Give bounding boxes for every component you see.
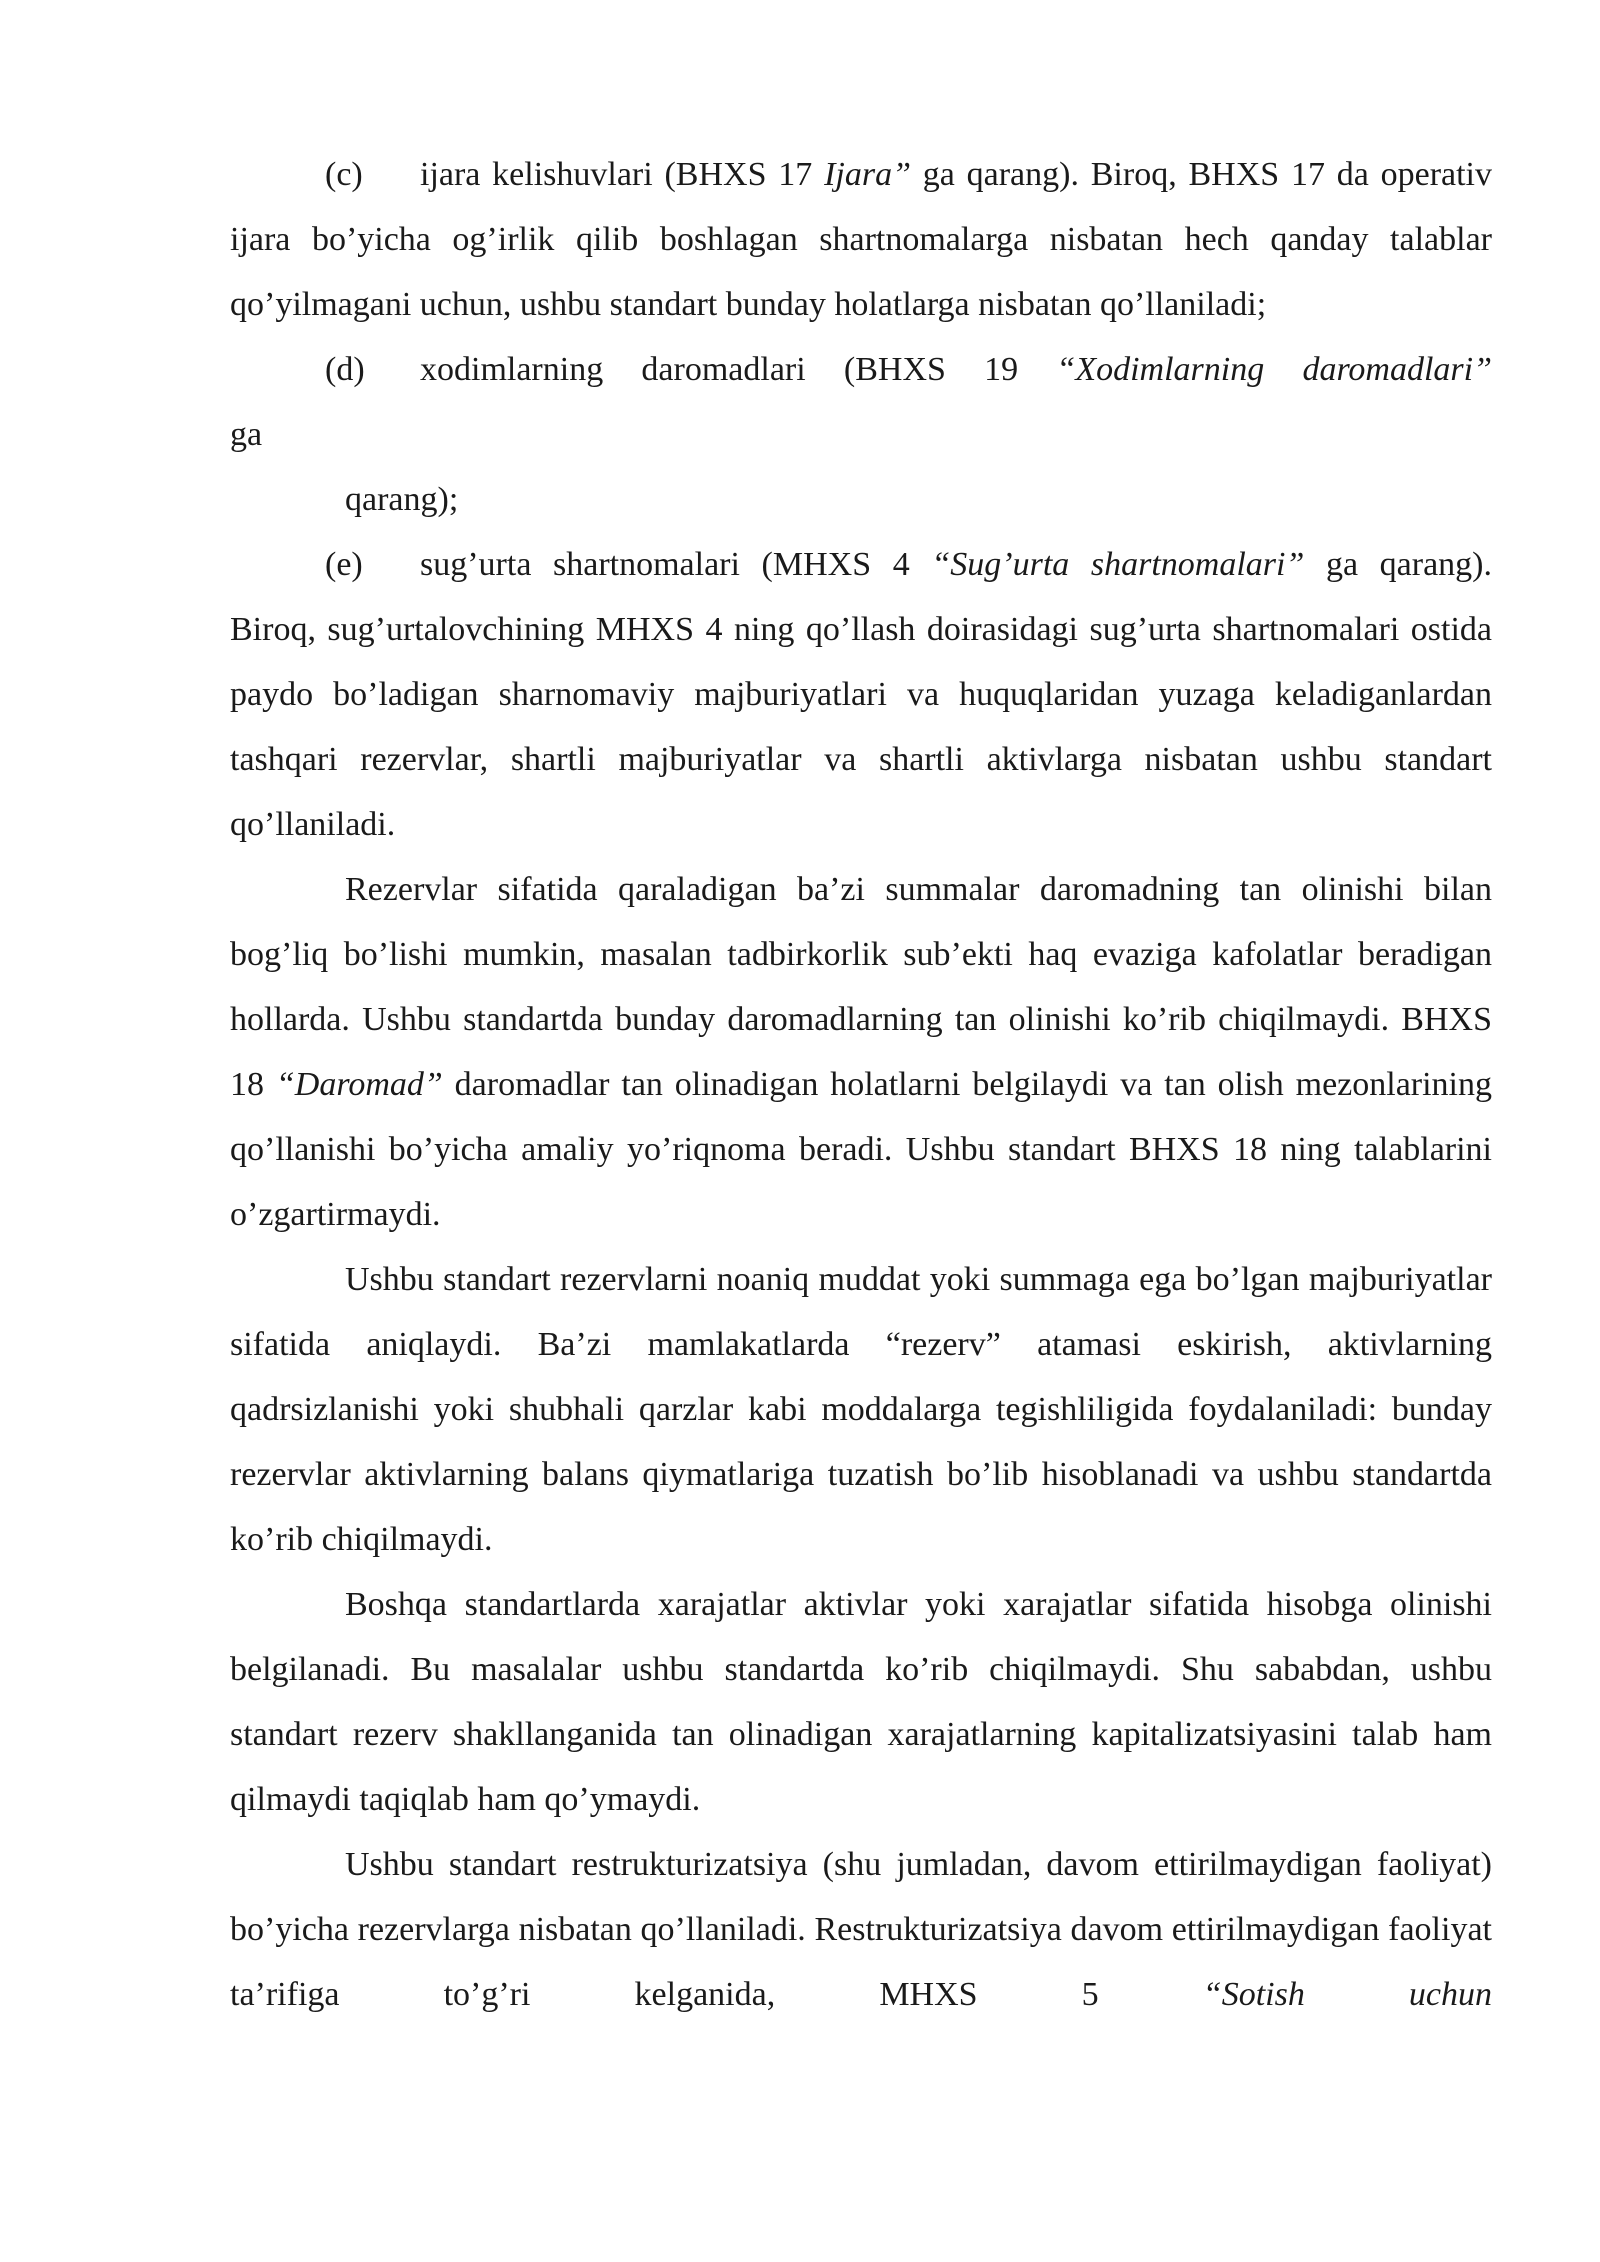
item-text: sug’urta shartnomalari (MHXS 4 <box>420 546 932 583</box>
list-item-d <box>230 337 1492 402</box>
item-text-qarang: qarang); <box>345 481 459 518</box>
item-italic-text: Ijara” <box>824 156 911 193</box>
paragraph-text: daromadlar tan olinadigan holatlarni belgilaydi va tan olish mezonlarining qo’llanishi bo’yicha amaliy yo’riqnoma beradi. Ushbu standart BHXS 18 ning talablarini o’zgartirmaydi. <box>230 1066 1492 1233</box>
item-text: xodimlarning daromadlari (BHXS 19 <box>420 351 1057 388</box>
item-text: ga qarang). Biroq, sug’urtalovchining MHXS 4 ning qo’llash doirasidagi sug’urta shartnomalari ostida paydo bo’ladigan sharnomaviy majburiyatlari va huquqlaridan yuzaga keladiganlardan tashqari rezervlar, shartli majburiyatlar va shartli aktivlarga nisbatan ushbu standart qo’llaniladi. <box>230 546 1493 843</box>
list-marker: (d) <box>325 351 365 388</box>
list-marker: (c) <box>325 156 363 193</box>
list-marker: (e) <box>325 546 363 583</box>
document-page <box>230 142 1492 2027</box>
paragraph-revenue <box>230 857 1492 1247</box>
list-item-e <box>230 532 1492 857</box>
paragraph-italic-text: “Daromad” <box>275 1066 443 1103</box>
item-italic-text: “Xodimlarning daromadlari” <box>1056 351 1492 388</box>
paragraph-restructuring <box>230 1832 1492 2027</box>
paragraph-italic-text: “Sotish uchun <box>1202 1976 1493 2013</box>
item-italic-text: “Sug’urta shartnomalari” <box>931 546 1305 583</box>
paragraph-text: Rezervlar sifatida qaraladigan ba’zi summalar daromadning tan olinishi bilan bog’liq bo’lishi mumkin, masalan tadbirkorlik sub’ekti haq evaziga kafolatlar beradigan hollarda. Ushbu standartda bunday daromadlarning tan olinishi ko’rib chiqilmaydi. BHXS 18 <box>230 871 1492 1103</box>
item-text-ga: ga <box>230 416 263 453</box>
item-text: ga qarang). Biroq, BHXS 17 da operativ ijara bo’yicha og’irlik qilib boshlagan shartnomalarga nisbatan hech qanday talablar qo’yilmagani uchun, ushbu standart bunday holatlarga nisbatan qo’llaniladi; <box>230 156 1492 323</box>
paragraph-definition: Ushbu standart rezervlarni noaniq muddat yoki summaga ega bo’lgan majburiyatlar sifatida aniqlaydi. Ba’zi mamlakatlarda “rezerv” atamasi eskirish, aktivlarning qadrsizlanishi yoki shubhali qarzlar kabi moddalarga tegishliligida foydalaniladi: bunday rezervlar aktivlarning balans qiymatlariga tuzatish bo’lib hisoblanadi va ushbu standartda ko’rib chiqilmaydi. <box>230 1261 1492 1558</box>
paragraph-text: Ushbu standart restrukturizatsiya (shu jumladan, davom ettirilmaydigan faoliyat) bo’yicha rezervlarga nisbatan qo’llaniladi. Restrukturizatsiya davom ettirilmaydigan faoliyat ta’rifiga to’g’ri kelganida, MHXS 5 <box>230 1846 1492 2013</box>
paragraph-capitalization: Boshqa standartlarda xarajatlar aktivlar yoki xarajatlar sifatida hisobga olinishi belgilanadi. Bu masalalar ushbu standartda ko’rib chiqilmaydi. Shu sababdan, ushbu standart rezerv shakllanganida tan olinadigan xarajatlarning kapitalizatsiyasini talab ham qilmaydi taqiqlab ham qo’ymaydi. <box>230 1586 1492 1818</box>
list-item-c <box>230 142 1492 337</box>
item-text: ijara kelishuvlari (BHXS 17 <box>420 156 825 193</box>
